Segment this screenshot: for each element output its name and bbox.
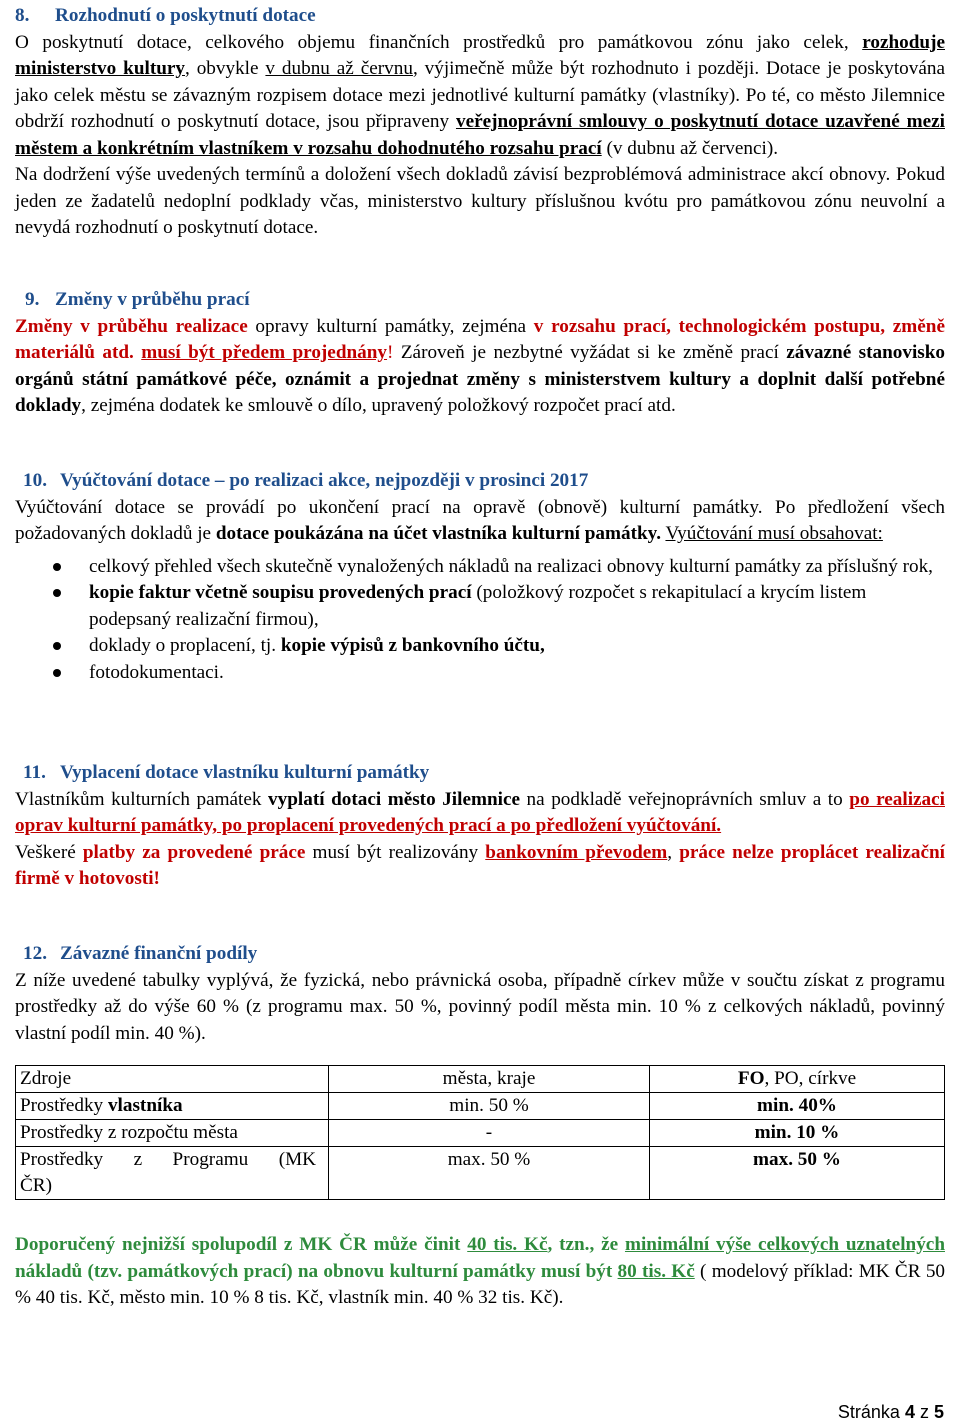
table-cell: max. 50 %	[329, 1147, 650, 1200]
table-row	[16, 1093, 945, 1120]
table-cell: Prostředky z Programu (MK ČR)	[16, 1147, 329, 1200]
requirements-list	[15, 554, 945, 687]
bullet-icon	[53, 589, 61, 597]
table-cell: min. 10 %	[650, 1120, 945, 1147]
table-cell: Prostředky vlastníka	[16, 1093, 329, 1120]
section-heading: 12. Závazné finanční podíly	[23, 943, 258, 964]
section-heading: 11. Vyplacení dotace vlastníku kulturní památky	[23, 762, 430, 783]
bullet-icon	[53, 669, 61, 677]
bullet-icon	[53, 563, 61, 571]
table-cell: Prostředky z rozpočtu města	[16, 1120, 329, 1147]
table-cell: města, kraje	[329, 1066, 650, 1093]
list-item: kopie faktur včetně soupisu provedených prací (položkový rozpočet s rekapitulací a krycím listem podepsaný realizační firmou),	[15, 580, 945, 633]
table-cell: -	[329, 1120, 650, 1147]
section-8	[15, 3, 945, 242]
table-row	[16, 1066, 945, 1093]
paragraph: O poskytnutí dotace, celkového objemu finančních prostředků pro památkovou zónu jako celek, rozhoduje ministerstvo kultury, obvykle v dubnu až červnu, výjimečně může být rozhodnuto i později. Dotace je poskytována jako celek městu se závazným rozpisem dotace mezi jednotlivé kulturní památky (vlastníky). Po té, co město Jilemnice obdrží rozhodnutí o poskytnutí dotace, jsou připraveny veřejnoprávní smlouvy o poskytnutí dotace uzavřené mezi městem a konkrétním vlastníkem v rozsahu dohodnutého rozsahu prací (v dubnu až červenci).	[15, 31, 945, 159]
table-cell: min. 40%	[650, 1093, 945, 1120]
list-item: doklady o proplacení, tj. kopie výpisů z bankovního účtu,	[15, 633, 945, 660]
table-row	[16, 1147, 945, 1200]
list-item: celkový přehled všech skutečně vynaložených nákladů na realizaci obnovy kulturní památky za příslušný rok,	[15, 554, 945, 581]
table-cell: Zdroje	[16, 1066, 329, 1093]
table-cell: FO, PO, církve	[650, 1066, 945, 1093]
paragraph: Vyúčtování dotace se provádí po ukončení prací na opravě (obnově) kulturní památky. Po předložení všech požadovaných dokladů je dotace poukázána na účet vlastníka kulturní památky. Vyúčtování musí obsahovat:	[15, 496, 945, 544]
recommendation	[15, 1232, 945, 1312]
bullet-icon	[53, 642, 61, 650]
section-10	[15, 468, 945, 686]
table-cell: min. 50 %	[329, 1093, 650, 1120]
table-row	[16, 1120, 945, 1147]
list-item: fotodokumentaci.	[15, 660, 945, 687]
section-heading: 10. Vyúčtování dotace – po realizaci akce, nejpozději v prosinci 2017	[23, 470, 589, 491]
funding-table	[15, 1065, 945, 1200]
paragraph: Veškeré platby za provedené práce musí být realizovány bankovním převodem, práce nelze proplácet realizační firmě v hotovosti!	[15, 841, 946, 889]
section-12	[15, 941, 945, 1200]
paragraph: Z níže uvedené tabulky vyplývá, že fyzická, nebo právnická osoba, případně církev může v součtu získat z programu prostředky až do výše 60 % (z programu max. 50 %, povinný podíl města min. 10 % z celkových nákladů, povinný vlastní podíl min. 40 %).	[15, 969, 945, 1044]
paragraph: Změny v průběhu realizace opravy kulturní památky, zejména v rozsahu prací, technologickém postupu, změně materiálů atd. musí být předem projednány! Zároveň je nezbytné vyžádat si ke změně prací závazné stanovisko orgánů státní památkové péče, oznámit a projednat změny s ministerstvem kultury a doplnit další potřebné doklady, zejména dodatek ke smlouvě o dílo, upravený položkový rozpočet prací atd.	[15, 315, 946, 416]
table-cell: max. 50 %	[650, 1147, 945, 1200]
paragraph: Na dodržení výše uvedených termínů a doložení všech dokladů závisí bezproblémová administrace akcí obnovy. Pokud jeden ze žadatelů nedoplní podklady včas, ministerstvo kultury příslušnou kvótu pro památkovou zónu neuvolní a nevydá rozhodnutí o poskytnutí dotace.	[15, 164, 945, 238]
section-heading: 9. Změny v průběhu prací	[25, 289, 250, 310]
paragraph: Vlastníkům kulturních památek vyplatí dotaci město Jilemnice na podkladě veřejnoprávních smluv a to po realizaci oprav kulturní památky, po proplacení provedených prací a po předložení vyúčtování.	[15, 788, 945, 836]
section-heading: 8. Rozhodnutí o poskytnutí dotace	[15, 5, 316, 26]
section-9	[15, 287, 945, 420]
page-number: Stránka 4 z 5	[837, 1402, 944, 1422]
paragraph: Doporučený nejnižší spolupodíl z MK ČR může činit 40 tis. Kč, tzn., že minimální výše celkových uznatelných nákladů (tzv. památkových prací) na obnovu kulturní památky musí být 80 tis. Kč ( modelový příklad: MK ČR 50 % 40 tis. Kč, město min. 10 % 8 tis. Kč, vlastník min. 40 % 32 tis. Kč).	[15, 1234, 946, 1308]
section-11	[15, 760, 945, 893]
